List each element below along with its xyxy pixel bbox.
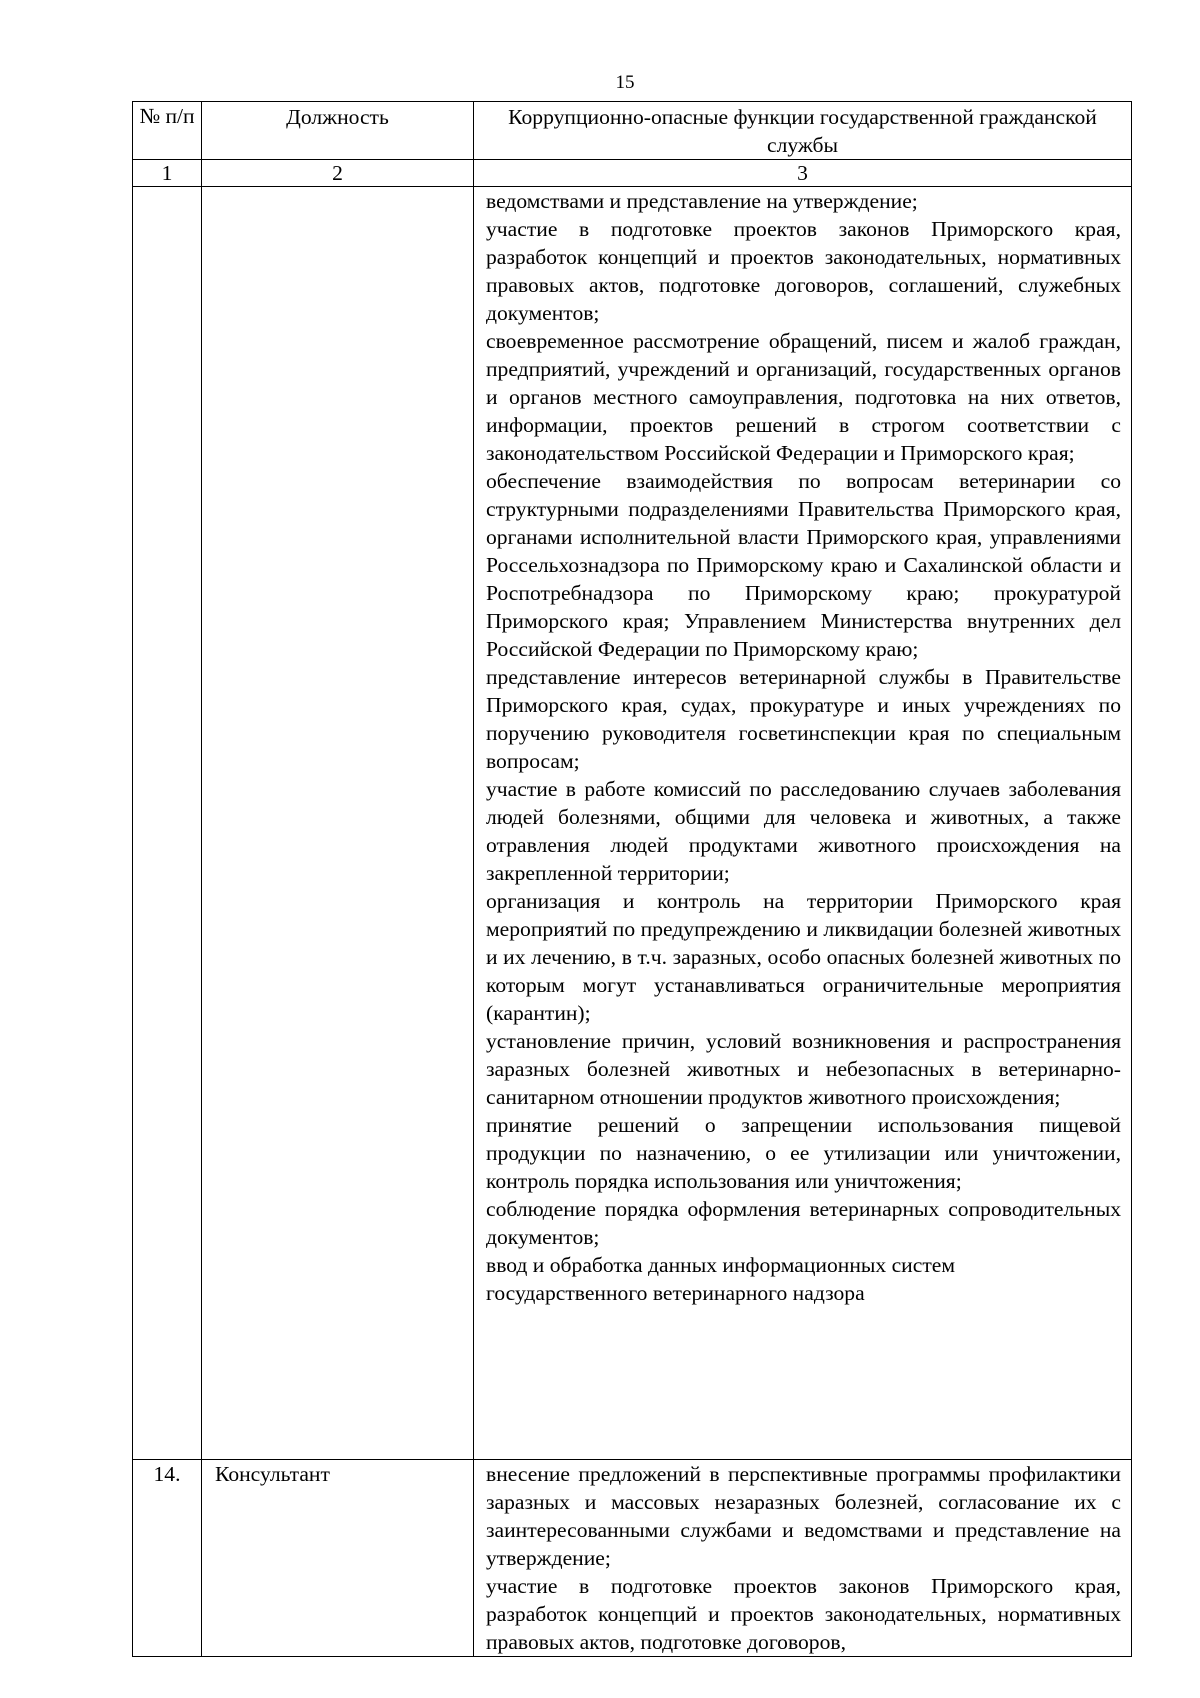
function-item: представление интересов ветеринарной службы в Правительстве Приморского края, судах, прокуратуре и иных учреждениях по поручению руководителя госветинспекции края по специальным вопросам; (486, 665, 1121, 773)
table-row (133, 1460, 1132, 1657)
function-item: установление причин, условий возникновения и распространения заразных болезней животных и небезопасных в ветеринарно-санитарном отношении продуктов животного происхождения; (486, 1029, 1121, 1109)
table-row (133, 187, 1132, 1460)
functions-table (132, 101, 1132, 1657)
row-position (202, 187, 474, 1460)
function-item: внесение предложений в перспективные программы профилактики заразных и массовых незаразных болезней, согласование их с заинтересованными службами и ведомствами и представление на утверждение; (486, 1462, 1121, 1570)
column-number: 3 (474, 160, 1132, 187)
table-header-row (133, 102, 1132, 160)
page-number: 15 (615, 72, 635, 93)
function-item: своевременное рассмотрение обращений, писем и жалоб граждан, предприятий, учреждений и организаций, государственных органов и органов местного самоуправления, подготовка на них ответов, информации, проектов решений в строгом соответствии с законодательством Российской Федерации и Приморского края; (486, 329, 1121, 465)
function-item: обеспечение взаимодействия по вопросам ветеринарии со структурными подразделениями Правительства Приморского края, органами исполнительной власти Приморского края, управлениями Россельхознадзора по Приморскому краю и Сахалинской области и Роспотребнадзора по Приморскому краю; прокуратурой Приморского края; Управлением Министерства внутренних дел Российской Федерации по Приморскому краю; (486, 469, 1121, 661)
row-number (133, 187, 202, 1460)
header-position: Должность (202, 102, 474, 160)
row-functions (474, 187, 1132, 1460)
function-item: ввод и обработка данных информационных систем государственного ветеринарного надзора (486, 1253, 955, 1305)
column-number-row (133, 160, 1132, 187)
header-num: № п/п (133, 102, 202, 160)
header-functions: Коррупционно-опасные функции государственной гражданской службы (474, 102, 1132, 160)
function-item: участие в работе комиссий по расследованию случаев заболевания людей болезнями, общими для человека и животных, а также отравления людей продуктами животного происхождения на закрепленной территории; (486, 777, 1121, 885)
function-item: участие в подготовке проектов законов Приморского края, разработок концепций и проектов законодательных, нормативных правовых актов, подготовке договоров, соглашений, служебных документов; (486, 217, 1121, 325)
column-number: 1 (133, 160, 202, 187)
row-functions (474, 1460, 1132, 1657)
function-item: ведомствами и представление на утверждение; (486, 189, 918, 213)
function-item: соблюдение порядка оформления ветеринарных сопроводительных документов; (486, 1197, 1121, 1249)
row-number: 14. (133, 1460, 202, 1657)
function-item: участие в подготовке проектов законов Приморского края, разработок концепций и проектов законодательных, нормативных правовых актов, подготовке договоров, (486, 1574, 1121, 1654)
function-item: организация и контроль на территории Приморского края мероприятий по предупреждению и ликвидации болезней животных и их лечению, в т.ч. заразных, особо опасных болезней животных по которым могут устанавливаться ограничительные мероприятия (карантин); (486, 889, 1121, 1025)
row-position: Консультант (202, 1460, 474, 1657)
column-number: 2 (202, 160, 474, 187)
function-item: принятие решений о запрещении использования пищевой продукции по назначению, о ее утилизации или уничтожении, контроль порядка использования или уничтожения; (486, 1113, 1121, 1193)
